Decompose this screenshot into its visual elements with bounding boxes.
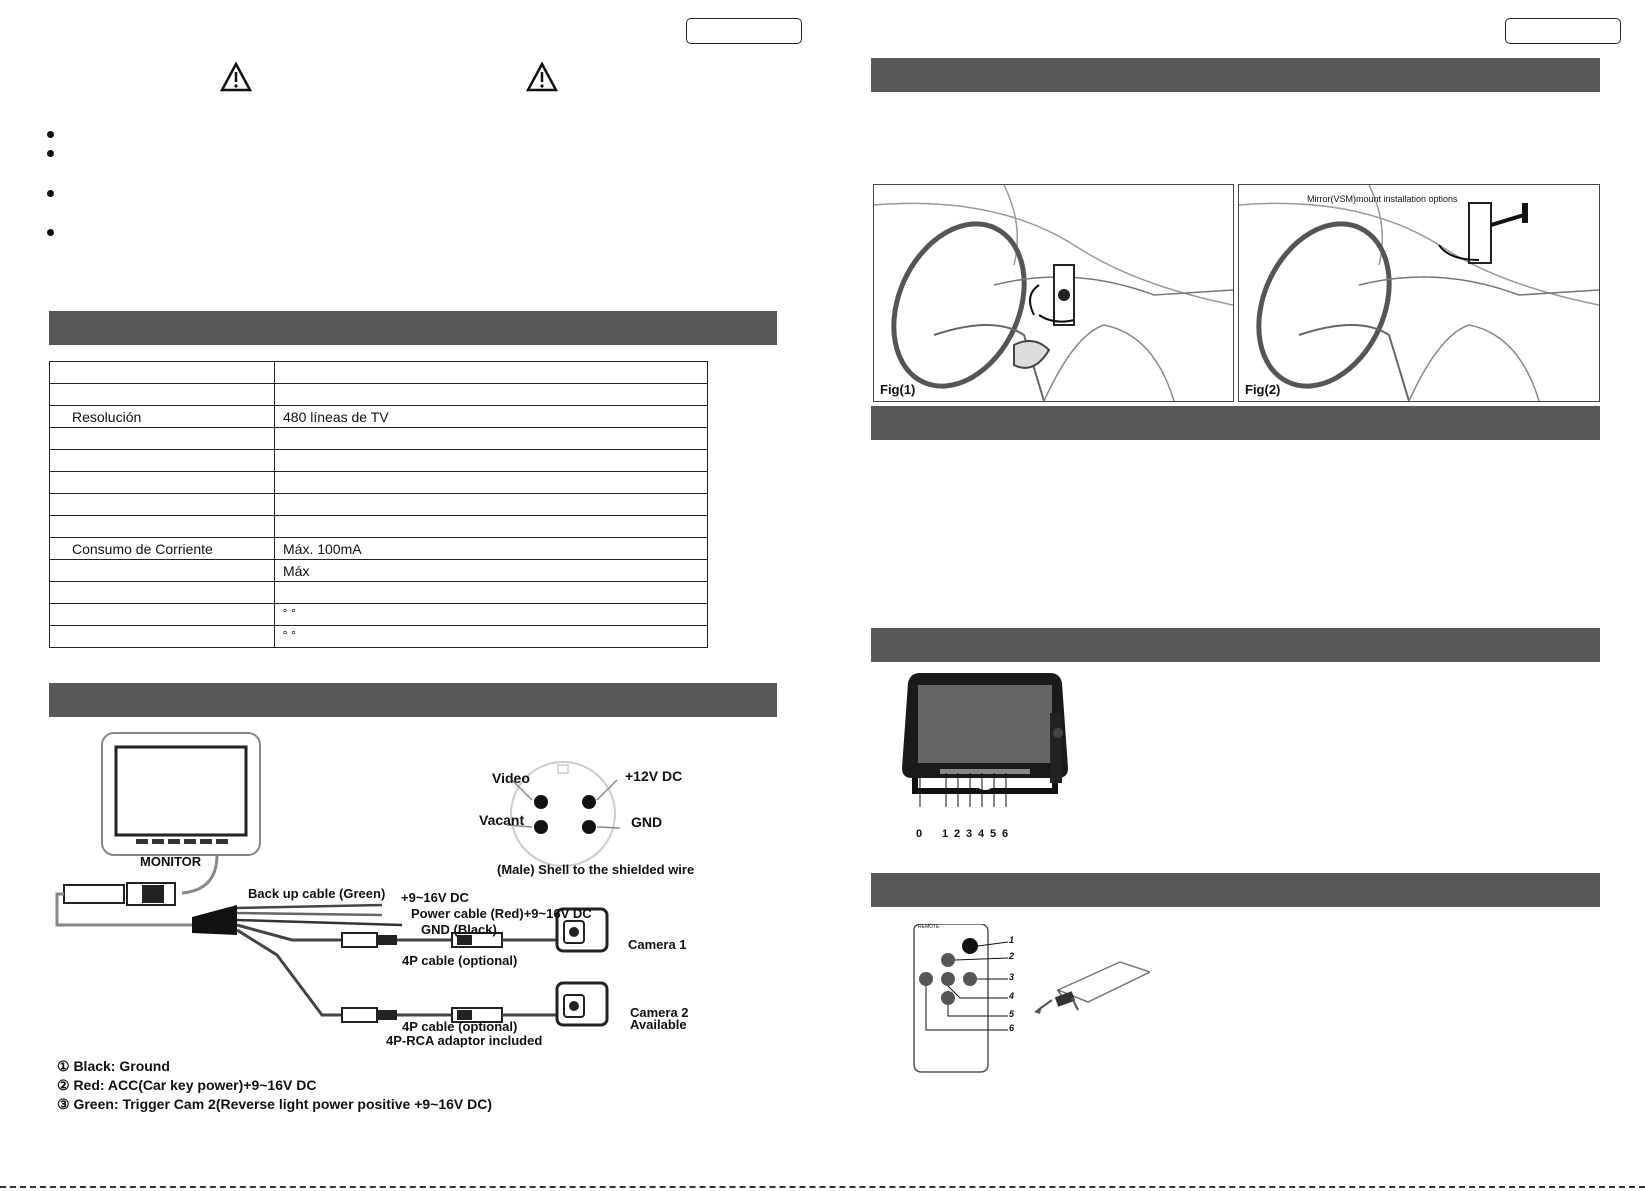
monitor-button-label: 6 [1002, 828, 1009, 840]
backup-cable-label: Back up cable (Green) [248, 886, 386, 901]
table-row [50, 582, 708, 604]
gnd-black-label: GND (Black) [421, 922, 497, 937]
camera2-available-label: Available [630, 1017, 687, 1032]
page-number-box-right [1505, 18, 1621, 44]
remote-brand-label: REMOTE [918, 924, 940, 930]
table-row [50, 428, 708, 450]
table-row: Consumo de Corriente Máx. 100mA [50, 538, 708, 560]
installation-figure-1 [873, 184, 1234, 402]
table-row: ˚ ˚ [50, 604, 708, 626]
page-bottom-border [0, 1186, 1645, 1188]
section-header-remote [871, 873, 1600, 907]
section-header-monitor-controls [871, 628, 1600, 662]
table-row: Resolución 480 líneas de TV [50, 406, 708, 428]
table-row: ˚ ˚ [50, 626, 708, 648]
warning-icon [526, 62, 558, 92]
bullet-point [47, 150, 54, 157]
warning-icon [220, 62, 252, 92]
remote-callout: 3 [1009, 972, 1015, 982]
remote-control-illustration [908, 924, 1018, 1074]
cable-4p-label-2: 4P cable (optional) [402, 1019, 518, 1034]
section-header-wiring [49, 683, 777, 717]
pin-video-label: Video [492, 770, 530, 786]
table-row [50, 362, 708, 384]
section-header-installation [871, 58, 1600, 92]
table-row [50, 516, 708, 538]
monitor-button-label: 1 [942, 828, 949, 840]
cable-4p-label-1: 4P cable (optional) [402, 953, 518, 968]
section-header-specifications [49, 311, 777, 345]
page-number-box-left [686, 18, 802, 44]
wiring-note-3: ③ Green: Trigger Cam 2(Reverse light power positive +9~16V DC) [57, 1096, 493, 1112]
monitor-label: MONITOR [140, 854, 202, 869]
wiring-note-1: ① Black: Ground [57, 1058, 170, 1074]
fig2-caption: Mirror(VSM)mount installation options [1307, 194, 1458, 204]
fig1-label: Fig(1) [880, 382, 916, 397]
backup-voltage-label: +9~16V DC [401, 890, 469, 905]
table-row [50, 384, 708, 406]
pin-12v-label: +12V DC [625, 768, 683, 784]
table-row [50, 494, 708, 516]
mirror-mount-illustration [1239, 185, 1599, 401]
monitor-button-label: 0 [916, 828, 923, 840]
bullet-point [47, 229, 54, 236]
installation-figure-2 [1238, 184, 1600, 402]
pin-shell-label: (Male) Shell to the shielded wire [497, 862, 695, 877]
monitor-button-label: 3 [966, 828, 973, 840]
table-row [50, 450, 708, 472]
specifications-table [49, 361, 708, 648]
bullet-point [47, 190, 54, 197]
dashboard-illustration [874, 185, 1233, 401]
table-row [50, 472, 708, 494]
rca-adaptor-label: 4P-RCA adaptor included [386, 1033, 543, 1048]
monitor-button-label: 5 [990, 828, 997, 840]
bullet-point [47, 131, 54, 138]
fig2-label: Fig(2) [1245, 382, 1281, 397]
remote-callout: 6 [1009, 1023, 1015, 1033]
monitor-button-label: 4 [978, 828, 985, 840]
power-cable-label: Power cable (Red)+9~16V DC [411, 906, 592, 921]
camera1-label: Camera 1 [628, 937, 687, 952]
pin-gnd-label: GND [631, 814, 663, 830]
monitor-button-label: 2 [954, 828, 961, 840]
wiring-note-2: ② Red: ACC(Car key power)+9~16V DC [57, 1077, 317, 1093]
table-row: Máx [50, 560, 708, 582]
remote-callout: 4 [1009, 991, 1015, 1001]
monitor-illustration [900, 673, 1070, 813]
remote-callout: 5 [1009, 1009, 1015, 1019]
battery-insertion-illustration [1030, 960, 1150, 1030]
remote-callout: 1 [1009, 935, 1015, 945]
camera2-label: Camera 2 [630, 1005, 689, 1020]
remote-callout: 2 [1009, 951, 1015, 961]
pin-vacant-label: Vacant [479, 812, 525, 828]
section-header-2 [871, 406, 1600, 440]
